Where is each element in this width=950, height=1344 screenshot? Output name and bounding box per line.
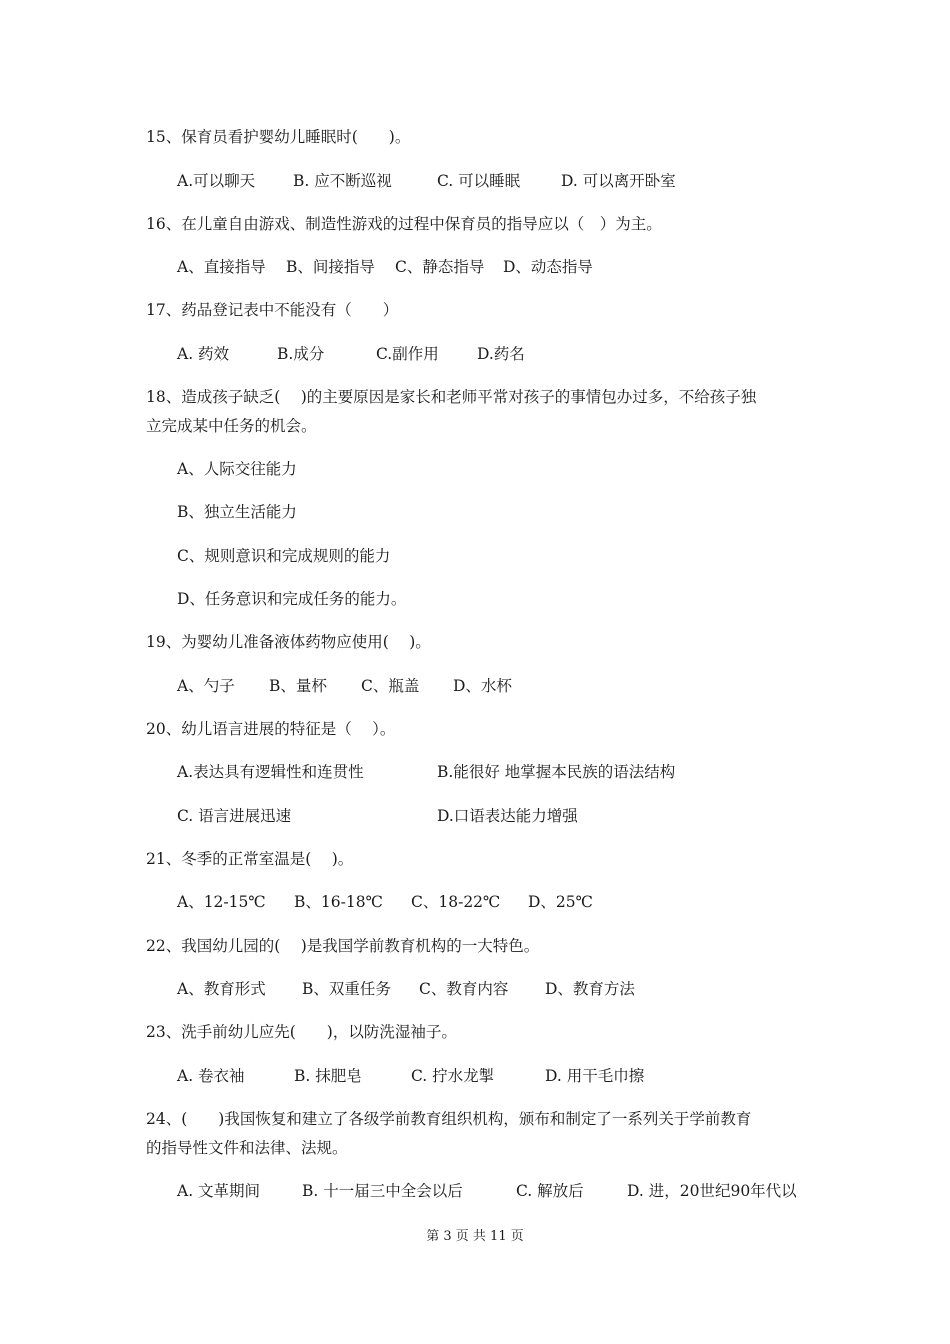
question-22-option-a: A、教育形式	[177, 980, 266, 998]
question-18-stem-line-1: 18、造成孩子缺乏( )的主要原因是家长和老师平常对孩子的事情包办过多，不给孩子独	[146, 388, 757, 406]
question-24-option-a: A. 文革期间	[177, 1182, 261, 1200]
question-23-option-a: A. 卷衣袖	[177, 1067, 245, 1085]
question-17-option-c: C.副作用	[376, 345, 439, 363]
question-17-option-a: A. 药效	[177, 345, 230, 363]
question-24-option-d: D. 进，20世纪90年代以	[627, 1182, 797, 1200]
question-20-option-d: D.口语表达能力增强	[437, 807, 578, 825]
question-22-option-b: B、双重任务	[302, 980, 391, 998]
question-20-option-a: A.表达具有逻辑性和连贯性	[177, 763, 364, 781]
question-24-stem-line-2: 的指导性文件和法律、法规。	[146, 1139, 348, 1157]
question-22-stem: 22、我国幼儿园的( )是我国学前教育机构的一大特色。	[146, 937, 540, 955]
question-20-option-c: C. 语言进展迅速	[177, 807, 292, 825]
question-21-stem: 21、冬季的正常室温是( )。	[146, 850, 354, 868]
question-17-option-d: D.药名	[477, 345, 525, 363]
question-21-option-a: A、12-15℃	[177, 893, 266, 911]
question-18-option-b: B、独立生活能力	[177, 503, 297, 521]
question-23-option-c: C. 拧水龙掣	[411, 1067, 495, 1085]
question-16-option-c: C、静态指导	[395, 258, 485, 276]
question-24-option-c: C. 解放后	[516, 1182, 584, 1200]
question-22-option-d: D、教育方法	[545, 980, 635, 998]
question-18-stem-line-2: 立完成某中任务的机会。	[146, 417, 317, 435]
question-15-option-b: B. 应不断巡视	[293, 172, 392, 190]
question-15-option-c: C. 可以睡眠	[437, 172, 521, 190]
question-15-stem: 15、保育员看护婴幼儿睡眠时( )。	[146, 128, 411, 146]
page-number-footer: 第 3 页 共 11 页	[426, 1229, 524, 1244]
question-15-option-d: D. 可以离开卧室	[561, 172, 676, 190]
question-18-option-a: A、人际交往能力	[177, 460, 297, 478]
question-23-option-b: B. 抹肥皂	[294, 1067, 362, 1085]
question-23-option-d: D. 用干毛巾擦	[545, 1067, 645, 1085]
question-19-option-c: C、瓶盖	[361, 677, 420, 695]
question-20-stem: 20、幼儿语言进展的特征是（ ）。	[146, 720, 396, 738]
question-17-option-b: B.成分	[277, 345, 325, 363]
question-21-option-c: C、18-22℃	[411, 893, 501, 911]
question-24-option-b: B. 十一届三中全会以后	[302, 1182, 463, 1200]
question-19-option-d: D、水杯	[453, 677, 512, 695]
question-21-option-b: B、16-18℃	[294, 893, 383, 911]
question-18-option-c: C、规则意识和完成规则的能力	[177, 547, 391, 565]
question-20-option-b: B.能很好 地掌握本民族的语法结构	[437, 763, 676, 781]
question-19-option-b: B、量杯	[269, 677, 327, 695]
question-16-option-d: D、动态指导	[503, 258, 593, 276]
question-24-stem-line-1: 24、( )我国恢复和建立了各级学前教育组织机构，颁布和制定了一系列关于学前教育	[146, 1110, 752, 1128]
question-16-stem: 16、在儿童自由游戏、制造性游戏的过程中保育员的指导应以（ ）为主。	[146, 215, 662, 233]
question-18-option-d: D、任务意识和完成任务的能力。	[177, 590, 407, 608]
question-22-option-c: C、教育内容	[419, 980, 509, 998]
question-16-option-b: B、间接指导	[286, 258, 375, 276]
question-17-stem: 17、药品登记表中不能没有（ ）	[146, 301, 399, 319]
question-19-stem: 19、为婴幼儿准备液体药物应使用( )。	[146, 633, 431, 651]
question-21-option-d: D、25℃	[528, 893, 593, 911]
question-19-option-a: A、勺子	[177, 677, 235, 695]
question-15-option-a: A.可以聊天	[177, 172, 256, 190]
question-16-option-a: A、直接指导	[177, 258, 266, 276]
question-23-stem: 23、洗手前幼儿应先( )，以防洗湿袖子。	[146, 1023, 457, 1041]
